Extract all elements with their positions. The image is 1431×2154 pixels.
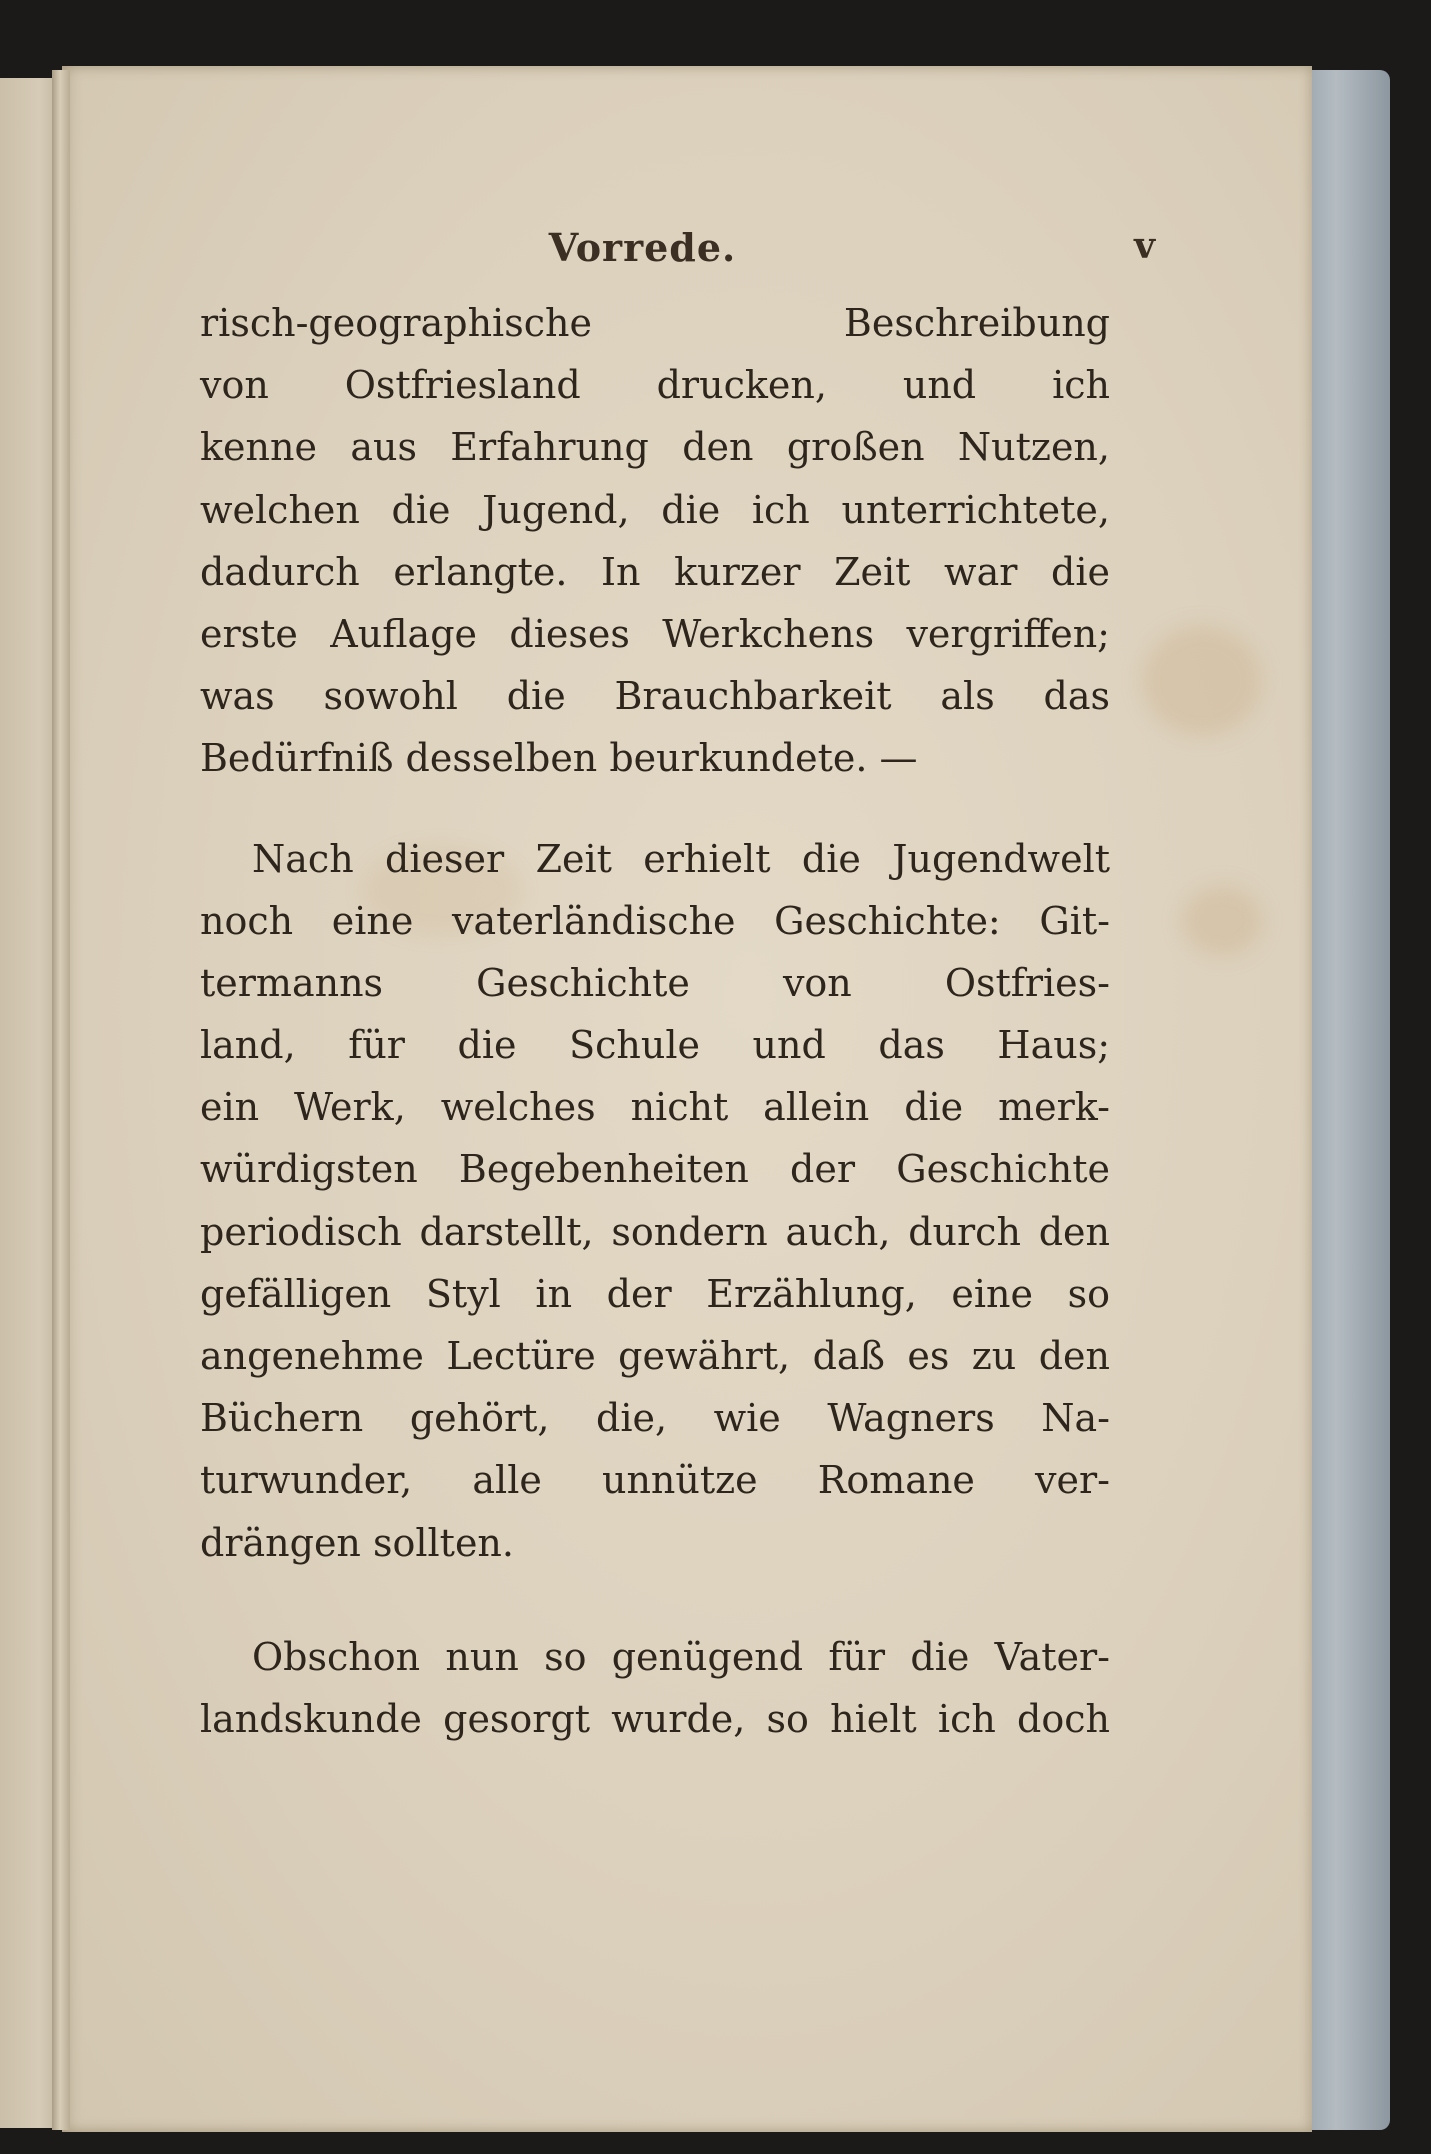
text-line: Nach dieser Zeit erhielt die Jugendwelt <box>252 836 1110 881</box>
paragraph-gap <box>200 1574 1110 1626</box>
paragraph <box>200 1626 1110 1750</box>
page-number: v <box>1134 225 1155 267</box>
text-line: dadurch erlangte. In kurzer Zeit war die <box>200 549 1110 594</box>
running-head-title: Vorrede. <box>548 225 737 270</box>
text-line: würdigsten Begebenheiten der Geschichte <box>200 1147 1110 1192</box>
book-cover-board <box>1300 70 1390 2130</box>
text-line: ein Werk, welches nicht allein die merk- <box>200 1085 1110 1130</box>
text-line: landskunde gesorgt wurde, so hielt ich doch <box>200 1696 1110 1741</box>
body-text <box>200 292 1110 1750</box>
paragraph <box>200 292 1110 790</box>
running-head <box>130 225 1155 285</box>
paper-stain <box>1182 886 1262 956</box>
text-line: gefälligen Styl in der Erzählung, eine so <box>200 1271 1110 1316</box>
text-line: kenne aus Erfahrung den großen Nutzen, <box>200 425 1110 470</box>
book-spine <box>52 70 70 2130</box>
text-line: von Ostfriesland drucken, und ich <box>200 363 1110 408</box>
text-line: was sowohl die Brauchbarkeit als das <box>200 674 1110 719</box>
text-line: termanns Geschichte von Ostfries- <box>200 960 1110 1005</box>
text-line: erste Auflage dieses Werkchens vergriffen; <box>200 611 1110 656</box>
paper-stain <box>1142 626 1262 736</box>
text-line: drängen sollten. <box>200 1520 514 1565</box>
text-line: noch eine vaterländische Geschichte: Git- <box>200 898 1110 943</box>
text-line: welchen die Jugend, die ich unterrichtete, <box>200 487 1110 532</box>
text-line: angenehme Lectüre gewährt, daß es zu den <box>200 1334 1110 1378</box>
text-line: land, für die Schule und das Haus; <box>200 1023 1110 1068</box>
text-line: risch-geographische Beschreibung <box>200 301 1110 345</box>
text-line: Büchern gehört, die, wie Wagners Na- <box>200 1396 1110 1441</box>
text-line: periodisch darstellt, sondern auch, durch den <box>200 1209 1110 1254</box>
text-line: Bedürfniß desselben beurkundete. — <box>200 736 918 781</box>
text-line: turwunder, alle unnütze Romane ver- <box>200 1458 1110 1503</box>
text-line: Obschon nun so genügend für die Vater- <box>252 1634 1110 1679</box>
paragraph <box>200 828 1110 1574</box>
paragraph-gap <box>200 790 1110 828</box>
